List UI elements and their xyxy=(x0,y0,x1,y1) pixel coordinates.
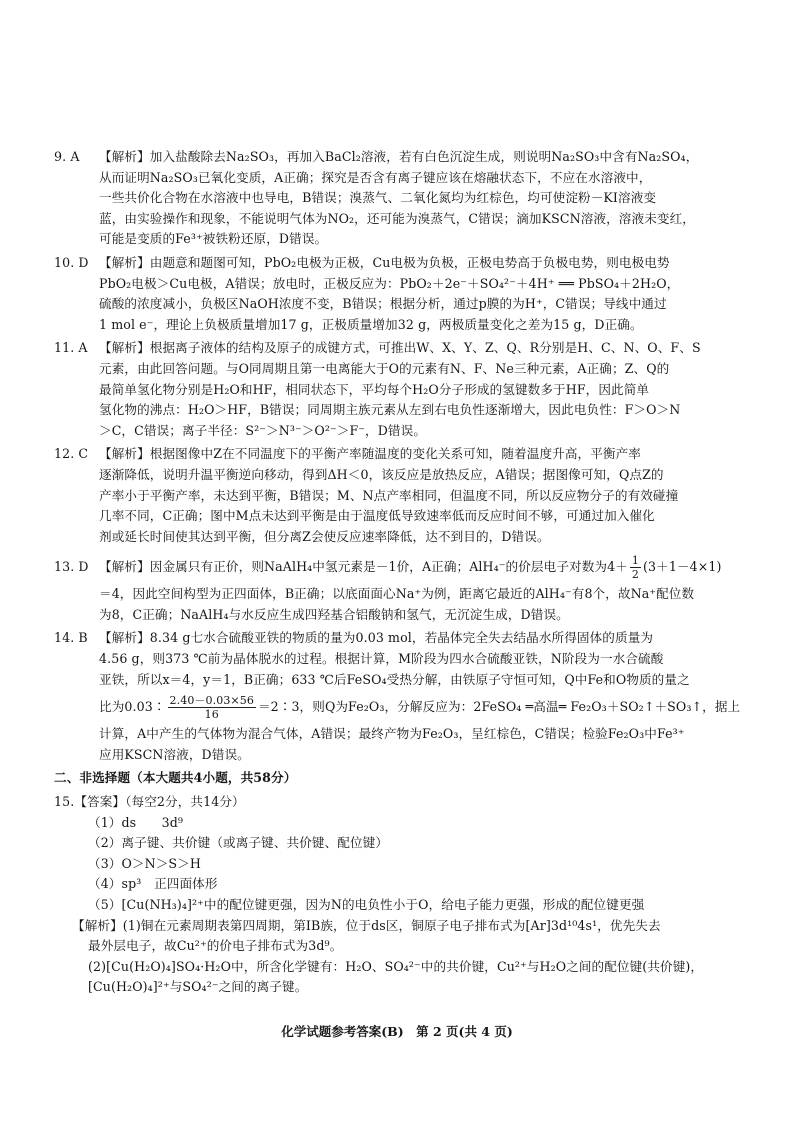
answer-line: （2）离子键、共价键（或离子键、共价键、配位键） xyxy=(88,835,389,851)
equation-line xyxy=(99,550,754,584)
item-number: 15. xyxy=(54,794,75,810)
text-line: ＞C，C错误；离子半径：S²⁻＞N³⁻＞O²⁻＞F⁻，D错误。 xyxy=(99,422,427,438)
item-number: 12. C xyxy=(54,446,89,462)
equation-line xyxy=(99,690,754,724)
text-line: 剂或延长时间使其达到平衡，但分离Z会使反应速率降低，达不到目的，D错误。 xyxy=(99,528,550,544)
answer-item-14 xyxy=(54,628,754,765)
answer-content xyxy=(54,147,754,1001)
fraction xyxy=(168,694,256,721)
text-line: 为8，C正确；NaAlH₄与水反应生成四羟基合铝酸钠和氢气，无沉淀生成，D错误。 xyxy=(99,606,569,622)
text-fragment: (3＋1－4×1) xyxy=(643,559,722,575)
text-line: ＝4，因此空间构型为正四面体，B正确；以底面面心Na⁺为例，距离它最近的AlH₄⁻有8个，故Na⁺配位数 xyxy=(99,586,695,602)
text-line: 最简单氢化物分别是H₂O和HF，相同状态下，平均每个H₂O分子形成的氢键数多于HF，因此简单 xyxy=(99,381,650,397)
text-line: 1 mol e⁻，理论上负极质量增加17 g，正极质量增加32 g，两极质量变化之差为15 g，D正确。 xyxy=(99,316,643,332)
fraction-denominator: 16 xyxy=(204,708,219,722)
item-number: 13. D xyxy=(54,559,89,575)
answer-item-10 xyxy=(54,253,754,335)
text-line: 元素，由此回答问题。与O同周期且第一电离能大于O的元素有N、F、Ne三种元素，A正确；Z、Q的 xyxy=(99,360,670,376)
item-number: 14. B xyxy=(54,630,88,646)
text-fragment: 【答案】（每空2分，共14分） xyxy=(74,794,245,810)
text-line: 从而证明Na₂SO₃已氧化变质，A正确；探究是否含有离子键应该在熔融状态下，不应在水溶液中， xyxy=(99,169,652,185)
item-number: 9. A xyxy=(54,149,80,164)
answer-line: （3）O＞N＞S＞H xyxy=(88,855,201,871)
answer-header xyxy=(54,792,754,813)
answer-item-13 xyxy=(54,550,754,625)
text-line: [Cu(H₂O)₄]²⁺与SO₄²⁻之间的离子键。 xyxy=(88,979,308,995)
text-line: 逐渐降低，说明升温平衡逆向移动，得到ΔH＜0，该反应是放热反应，A错误；据图像可知，Q点Z的 xyxy=(99,466,664,482)
answer-item-15 xyxy=(54,792,754,998)
item-number: 10. D xyxy=(54,254,89,270)
text-fragment: 比为0.03∶ xyxy=(99,699,166,715)
fraction-denominator: 2 xyxy=(631,568,640,582)
text-line: 几率不同，C正确；图中M点未达到平衡是由于温度低导致速率低而反应时间不够，可通过加入催化 xyxy=(99,508,655,524)
answer-item-11 xyxy=(54,338,754,441)
text-line: 【解析】加入盐酸除去Na₂SO₃，再加入BaCl₂溶液，若有白色沉淀生成，则说明Na₂SO₃中含有Na₂SO₄， xyxy=(99,149,699,164)
text-line: 【解析】(1)铜在元素周期表第四周期，第ⅠB族，位于ds区，铜原子电子排布式为[Ar]3d¹⁰4s¹，优先失去 xyxy=(72,917,661,933)
text-line: 一些共价化合物在水溶液中也导电，B错误；溴蒸气、二氧化氮均为红棕色，均可使淀粉－KI溶液变 xyxy=(99,190,657,206)
fraction-numerator: 1 xyxy=(631,554,640,568)
text-line: 4.56 g，则373 ℃前为晶体脱水的过程。根据计算，M阶段为四水合硫酸亚铁，N阶段为一水合硫酸 xyxy=(99,651,664,667)
answer-item-9 xyxy=(54,147,754,250)
fraction-numerator: 2.40－0.03×56 xyxy=(169,694,254,708)
answer-line: （5）[Cu(NH₃)₄]²⁺中的配位键更强，因为N的电负性小于O，给电子能力更强，形成的配位键更强 xyxy=(88,897,645,912)
text-line: 产率小于平衡产率，未达到平衡，B错误；M、N点产率相同，但温度不同，所以反应物分子的有效碰撞 xyxy=(99,487,679,503)
text-line: (2)[Cu(H₂O)₄]SO₄·H₂O中，所含化学键有：H₂O、SO₄²⁻中的共价键，Cu²⁺与H₂O之间的配位键(共价键)， xyxy=(88,958,704,974)
text-line: 亚铁，所以x＝4，y＝1，B正确；633 ℃后FeSO₄受热分解，由铁原子守恒可知，Q中Fe和O物质的量之 xyxy=(99,671,690,687)
text-line: 硫酸的浓度减小，负极区NaOH浓度不变，B错误；根据分析，通过p膜的为H⁺，C错误；导线中通过 xyxy=(99,296,667,312)
text-line: 【解析】根据图像中Z在不同温度下的平衡产率随温度的变化关系可知，随着温度升高，平衡产率 xyxy=(99,446,641,462)
answer-line: （4）sp³ 正四面体形 xyxy=(88,876,218,892)
section-heading: 二、非选择题（本大题共4小题，共58分） xyxy=(54,770,297,786)
item-number: 11. A xyxy=(54,340,88,356)
text-line: 【解析】根据离子液体的结构及原子的成键方式，可推出W、X、Y、Z、Q、R分别是H、C、N、O、F、S xyxy=(99,340,701,356)
answer-line: （1）ds 3d⁹ xyxy=(88,814,184,830)
text-line: 【解析】8.34 g七水合硫酸亚铁的物质的量为0.03 mol，若晶体完全失去结晶水所得固体的质量为 xyxy=(99,630,654,646)
text-fragment: 【解析】因金属只有正价，则NaAlH₄中氢元素是－1价，A正确；AlH₄⁻的价层电子对数为4＋ xyxy=(99,559,628,575)
text-line: 计算，A中产生的气体物为混合气体，A错误；最终产物为Fe₂O₃，呈红棕色，C错误；检验Fe₂O₃中Fe³⁺ xyxy=(99,726,685,742)
text-line: 应用KSCN溶液，D错误。 xyxy=(99,746,250,762)
text-line: 最外层电子，故Cu²⁺的价电子排布式为3d⁹。 xyxy=(88,938,343,954)
text-line: PbO₂电极＞Cu电极，A错误；放电时，正极反应为：PbO₂＋2e⁻＋SO₄²⁻＋4H⁺ ══ PbSO₄＋2H₂O， xyxy=(99,275,680,291)
text-line: 【解析】由题意和题图可知，PbO₂电极为正极，Cu电极为负极，正极电势高于负极电势，则电极电势 xyxy=(99,254,670,270)
text-fragment: ＝2∶3，则Q为Fe₂O₃，分解反应为：2FeSO₄ ═高温═ Fe₂O₃＋SO₂↑＋SO₃↑，据上 xyxy=(257,699,741,715)
answer-item-12 xyxy=(54,444,754,547)
text-line: 可能是变质的Fe³⁺被铁粉还原，D错误。 xyxy=(99,231,328,247)
fraction xyxy=(630,554,641,581)
text-line: 氢化物的沸点：H₂O＞HF，B错误；同周期主族元素从左到右电负性逐渐增大，因此电负性：F＞O＞N xyxy=(99,402,681,418)
text-line: 蓝，由实验操作和现象，不能说明气体为NO₂，还可能为溴蒸气，C错误；滴加KSCN溶液，溶液未变红， xyxy=(99,210,695,226)
page-footer: 化学试题参考答案(B) 第 2 页(共 4 页) xyxy=(281,1024,513,1039)
